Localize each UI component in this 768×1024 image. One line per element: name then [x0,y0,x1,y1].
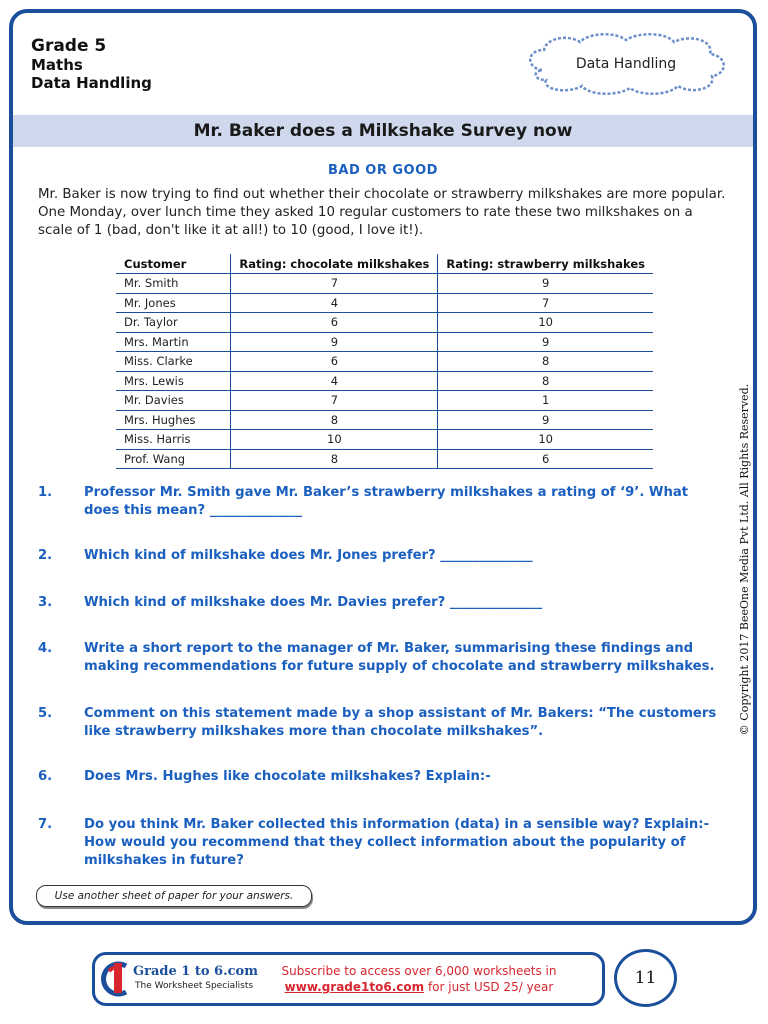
table-row [116,371,653,391]
chocolate-rating-cell: 9 [231,332,438,352]
chocolate-rating-cell: 6 [231,313,438,333]
worksheet-header [31,36,152,92]
chocolate-rating-cell: 7 [231,274,438,294]
customer-cell: Mr. Jones [116,293,231,313]
question-number: 5. [38,706,53,721]
table-row [116,274,653,294]
grade-label: Grade 5 [31,36,107,56]
customer-cell: Mrs. Hughes [116,410,231,430]
column-header-strawberry: Rating: strawberry milkshakes [438,254,653,274]
strawberry-rating-cell: 8 [438,371,653,391]
question-text: Which kind of milkshake does Mr. Jones prefer? ______________ [84,548,533,563]
customer-cell: Mr. Smith [116,274,231,294]
question-text: Professor Mr. Smith gave Mr. Baker’s strawberry milkshakes a rating of ‘9’. What does this mean? ______________ [84,485,689,518]
customer-cell: Mrs. Martin [116,332,231,352]
strawberry-rating-cell: 10 [438,313,653,333]
copyright-notice [738,383,752,735]
question-5 [38,705,718,741]
promo-text [266,963,572,995]
table-row [116,430,653,450]
website-link[interactable]: www.grade1to6.com [284,980,425,994]
question-6 [38,768,718,786]
question-2 [38,547,718,565]
survey-table [116,254,653,469]
question-number: 2. [38,548,53,563]
copyright-text: © Copyright 2017 BeeOne Media Pvt Ltd. All Rights Reserved. [738,383,752,735]
question-4 [38,640,718,676]
question-text: Write a short report to the manager of Mr. Baker, summarising these findings and making recommendations for future supply of chocolate and strawberry milkshakes. [84,641,715,674]
worksheet-title: Mr. Baker does a Milkshake Survey now [13,115,753,147]
question-text: Which kind of milkshake does Mr. Davies prefer? ______________ [84,595,543,610]
strawberry-rating-cell: 8 [438,352,653,372]
strawberry-rating-cell: 9 [438,410,653,430]
chocolate-rating-cell: 4 [231,371,438,391]
promo-line-1: Subscribe to access over 6,000 worksheets in [281,964,557,978]
table-row [116,449,653,469]
customer-cell: Mrs. Lewis [116,371,231,391]
promo-price: for just USD 25/ year [424,980,554,994]
promo-line-2 [266,979,572,995]
table-row [116,391,653,411]
grade1to6-logo-icon [99,957,133,1001]
customer-cell: Prof. Wang [116,449,231,469]
logo-name: Grade 1 to 6.com [133,964,258,979]
logo-tagline: The Worksheet Specialists [135,981,254,991]
table-row [116,313,653,333]
column-header-chocolate: Rating: chocolate milkshakes [231,254,438,274]
question-text: Do you think Mr. Baker collected this information (data) in a sensible way? Explain:- How would you recommend that they collect information about the popularity of milkshakes in future? [84,817,710,868]
question-number: 3. [38,595,53,610]
topic-label: Data Handling [31,74,152,93]
question-number: 1. [38,485,53,500]
question-number: 4. [38,641,53,656]
table-row [116,293,653,313]
question-number: 7. [38,817,53,832]
chocolate-rating-cell: 8 [231,410,438,430]
table-row [116,410,653,430]
intro-paragraph: Mr. Baker is now trying to find out whether their chocolate or strawberry milkshakes are more popular. One Monday, over lunch time they asked 10 regular customers to rate these two milkshakes on a scale of 1 (bad, don't like it at all!) to 10 (good, I love it!). [38,187,726,238]
answer-note: Use another sheet of paper for your answers. [36,885,312,907]
chocolate-rating-cell: 10 [231,430,438,450]
strawberry-rating-cell: 1 [438,391,653,411]
customer-cell: Dr. Taylor [116,313,231,333]
chocolate-rating-cell: 8 [231,449,438,469]
section-heading: BAD OR GOOD [328,163,438,178]
subject-label: Maths [31,56,83,75]
customer-cell: Miss. Clarke [116,352,231,372]
customer-cell: Miss. Harris [116,430,231,450]
chocolate-rating-cell: 6 [231,352,438,372]
column-header-customer: Customer [116,254,231,274]
table-row [116,332,653,352]
strawberry-rating-cell: 6 [438,449,653,469]
strawberry-rating-cell: 9 [438,332,653,352]
question-text: Does Mrs. Hughes like chocolate milkshakes? Explain:- [84,769,491,784]
strawberry-rating-cell: 10 [438,430,653,450]
question-text: Comment on this statement made by a shop assistant of Mr. Bakers: “The customers like strawberry milkshakes more than chocolate milkshakes”. [84,706,717,739]
strawberry-rating-cell: 7 [438,293,653,313]
table-row [116,352,653,372]
question-3 [38,594,718,612]
chocolate-rating-cell: 7 [231,391,438,411]
customer-cell: Mr. Davies [116,391,231,411]
page-number: 11 [614,949,677,1007]
strawberry-rating-cell: 9 [438,274,653,294]
question-1 [38,484,718,520]
chocolate-rating-cell: 4 [231,293,438,313]
question-7 [38,816,718,870]
table-header-row [116,254,653,274]
question-number: 6. [38,769,53,784]
cloud-badge-label: Data Handling [575,56,677,72]
